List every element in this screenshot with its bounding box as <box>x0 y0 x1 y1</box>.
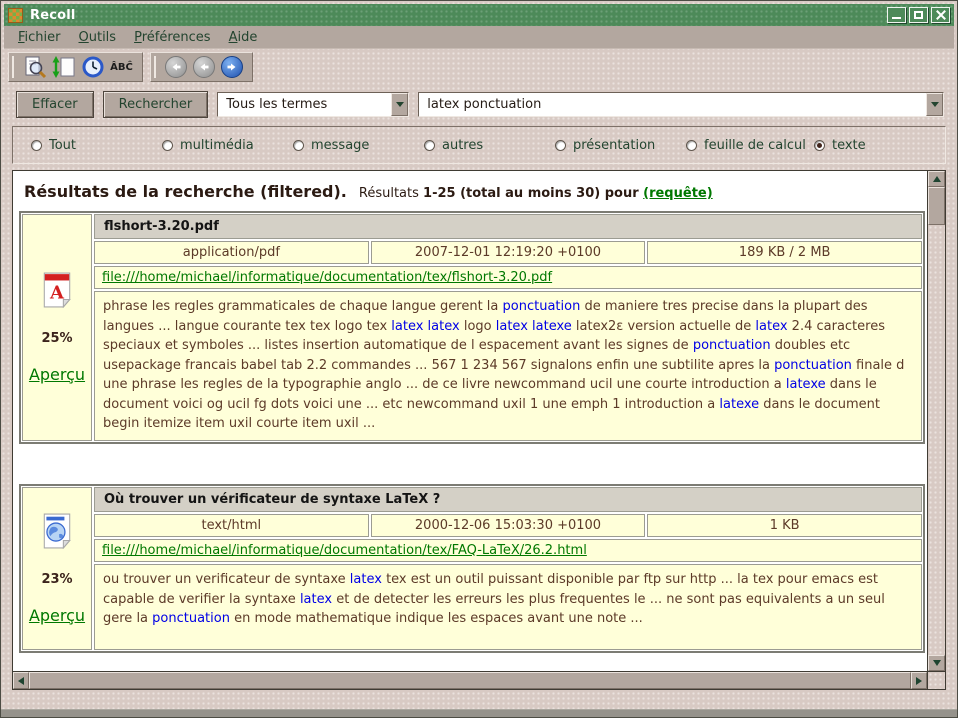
previous-page-button[interactable] <box>193 56 215 78</box>
horizontal-scrollbar <box>13 671 927 689</box>
close-icon <box>936 10 946 20</box>
scroll-up-button[interactable] <box>928 171 945 187</box>
search-button[interactable]: Rechercher <box>103 91 209 118</box>
result-url-row <box>94 539 922 562</box>
window-bottom-edge <box>1 709 957 717</box>
sort-parameters-button[interactable] <box>50 54 77 80</box>
filter-row <box>12 126 946 164</box>
chevron-down-icon <box>396 102 404 107</box>
result-meta-row <box>94 514 922 537</box>
search-controls <box>16 91 944 118</box>
search-mode-select[interactable] <box>217 92 409 117</box>
result-snippet: ou trouver un verificateur de syntaxe latex tex est un outil puissant disponible par ftp sur http ... la tex pour emacs est capable de verifier la syntaxe latex et de detecter les erreurs les plus frequentes le ... ne sont pas equivalents a un seul gere la ponctuation en mode mathematique indique les espaces avant une note ... <box>94 564 922 650</box>
scroll-down-button[interactable] <box>928 655 945 671</box>
clock-icon <box>82 56 104 78</box>
radio-icon <box>293 140 304 151</box>
history-button[interactable] <box>79 54 106 80</box>
menu-underline: F <box>18 29 25 45</box>
result-size: 189 KB / 2 MB <box>647 241 922 264</box>
menubar-item[interactable] <box>70 27 126 48</box>
result-mime-type: text/html <box>94 514 369 537</box>
dropdown-arrow-button[interactable] <box>926 93 943 116</box>
term-explorer-button[interactable] <box>108 54 135 80</box>
first-page-button[interactable] <box>165 56 187 78</box>
result-mime-type: application/pdf <box>94 241 369 264</box>
next-page-button[interactable] <box>221 56 243 78</box>
results-title: Résultats de la recherche (filtered). <box>24 182 347 201</box>
toolbar-group-navigation <box>150 52 253 82</box>
triangle-down-icon <box>933 660 941 666</box>
close-button[interactable] <box>931 7 950 23</box>
filter-radio[interactable] <box>162 138 293 153</box>
toolbar <box>4 49 954 85</box>
result-url-row <box>94 266 922 289</box>
result-details <box>94 487 922 650</box>
preview-link[interactable]: Aperçu <box>28 364 86 384</box>
scroll-right-button[interactable] <box>911 672 927 689</box>
triangle-up-icon <box>933 176 941 182</box>
advanced-search-button[interactable] <box>21 54 48 80</box>
radio-icon <box>424 140 435 151</box>
preview-link[interactable]: Aperçu <box>28 605 86 625</box>
result-date: 2007-12-01 12:19:20 +0100 <box>371 241 646 264</box>
arrow-left-icon <box>198 61 210 73</box>
radio-icon <box>31 140 42 151</box>
results-count-prefix: Résultats <box>358 186 424 201</box>
filter-radio[interactable] <box>424 138 555 153</box>
filter-label: feuille de calcul <box>704 137 806 153</box>
search-mode-value: Tous les termes <box>226 97 328 112</box>
result-item <box>19 484 925 653</box>
result-size: 1 KB <box>647 514 922 537</box>
vertical-scroll-track[interactable] <box>928 225 945 655</box>
filter-label: Tout <box>49 137 77 153</box>
horizontal-scroll-thumb[interactable] <box>29 672 911 689</box>
result-item <box>19 211 925 444</box>
document-magnifier-icon <box>23 55 47 79</box>
filter-radio[interactable] <box>293 138 424 153</box>
results-count-range: 1-25 (total au moins 30) pour <box>423 186 644 201</box>
triangle-right-icon <box>916 677 922 685</box>
filter-label: autres <box>442 137 484 153</box>
menu-underline: O <box>78 29 89 45</box>
menubar-item[interactable] <box>9 27 70 48</box>
toolbar-grip[interactable] <box>12 56 14 78</box>
result-url-link[interactable]: file:///home/michael/informatique/documentation/tex/flshort-3.20.pdf <box>102 270 553 285</box>
toolbar-group-tools <box>8 52 143 82</box>
chevron-down-icon <box>931 102 939 107</box>
filter-label: multimédia <box>180 137 254 153</box>
filter-radio[interactable] <box>555 138 686 153</box>
app-icon <box>8 8 23 23</box>
window-bottom-margin <box>4 690 954 709</box>
radio-icon <box>162 140 173 151</box>
minimize-icon <box>892 12 901 19</box>
arrow-right-icon <box>226 61 238 73</box>
menu-rest: ide <box>237 29 258 45</box>
filter-radio[interactable] <box>814 138 945 153</box>
abc-spell-icon: ÂBĈ <box>110 61 133 73</box>
triangle-left-icon <box>18 677 24 685</box>
search-query-value: latex ponctuation <box>427 97 542 112</box>
filter-label: présentation <box>573 137 656 153</box>
results-header <box>13 171 927 207</box>
result-title: Où trouver un vérificateur de syntaxe LaTeX ? <box>94 487 922 512</box>
clear-button[interactable]: Effacer <box>16 91 94 118</box>
results-widget <box>12 170 946 690</box>
filter-label: message <box>311 137 370 153</box>
menubar-item[interactable] <box>220 27 267 48</box>
minimize-button[interactable] <box>887 7 906 23</box>
filter-label: texte <box>832 137 866 153</box>
search-query-input[interactable] <box>418 92 944 117</box>
result-date: 2000-12-06 15:03:30 +0100 <box>371 514 646 537</box>
maximize-button[interactable] <box>909 7 928 23</box>
query-details-link[interactable]: (requête) <box>643 186 713 201</box>
document-sort-arrows-icon <box>52 55 76 79</box>
menu-rest: utils <box>88 29 117 45</box>
radio-icon <box>686 140 697 151</box>
menu-underline: A <box>228 29 238 45</box>
result-side-panel <box>22 487 92 650</box>
scroll-left-button[interactable] <box>13 672 29 689</box>
radio-icon <box>814 140 825 151</box>
relevance-percent: 23% <box>41 571 73 587</box>
window-title: Recoll <box>30 7 76 23</box>
results-list <box>13 211 927 653</box>
titlebar <box>4 4 954 26</box>
svg-text:A: A <box>50 281 64 303</box>
maximize-icon <box>914 11 923 19</box>
menubar <box>4 26 954 49</box>
html-file-icon <box>41 513 73 553</box>
menu-underline: P <box>134 29 142 45</box>
vertical-scrollbar <box>927 171 945 671</box>
scrollbar-corner <box>927 671 945 689</box>
filter-radio[interactable] <box>31 138 162 153</box>
results-viewport <box>13 171 927 671</box>
result-url-link[interactable]: file:///home/michael/informatique/documentation/tex/FAQ-LaTeX/26.2.html <box>102 543 587 558</box>
result-meta-row <box>94 241 922 264</box>
menu-rest: références <box>141 29 211 45</box>
result-snippet: phrase les regles grammaticales de chaque langue gerent la ponctuation de maniere tres precise dans la plupart des langues ... langue courante tex tex logo tex latex latex logo latex latexe latex2ε version actuelle de latex 2.4 caracteres speciaux et symboles ... listes insertion automatique de l espacement avant les signes de ponctuation doubles etc usepackage francais babel tab 2.2 commandes ... 567 1 234 567 signalons enfin une subtilite apres la ponctuation finale d une phrase les regles de la typographie anglo ... de ce livre newcommand ucil une courte introduction a latexe dans le document voici og ucil fg dots voici une ... etc newcommand uxil 1 une emph 1 introduction a latexe dans le document begin itemize item uxil courte item uxil ... <box>94 291 922 441</box>
pdf-file-icon <box>41 272 73 312</box>
menubar-item[interactable] <box>125 27 219 48</box>
result-side-panel <box>22 214 92 441</box>
toolbar-grip[interactable] <box>154 56 156 78</box>
radio-icon <box>555 140 566 151</box>
relevance-percent: 25% <box>41 330 73 346</box>
menu-rest: ichier <box>24 29 61 45</box>
vertical-scroll-thumb[interactable] <box>928 187 945 225</box>
dropdown-arrow-button[interactable] <box>391 93 408 116</box>
arrow-left-icon <box>170 61 182 73</box>
result-title: flshort-3.20.pdf <box>94 214 922 239</box>
result-details <box>94 214 922 441</box>
filter-radio[interactable] <box>686 138 814 153</box>
